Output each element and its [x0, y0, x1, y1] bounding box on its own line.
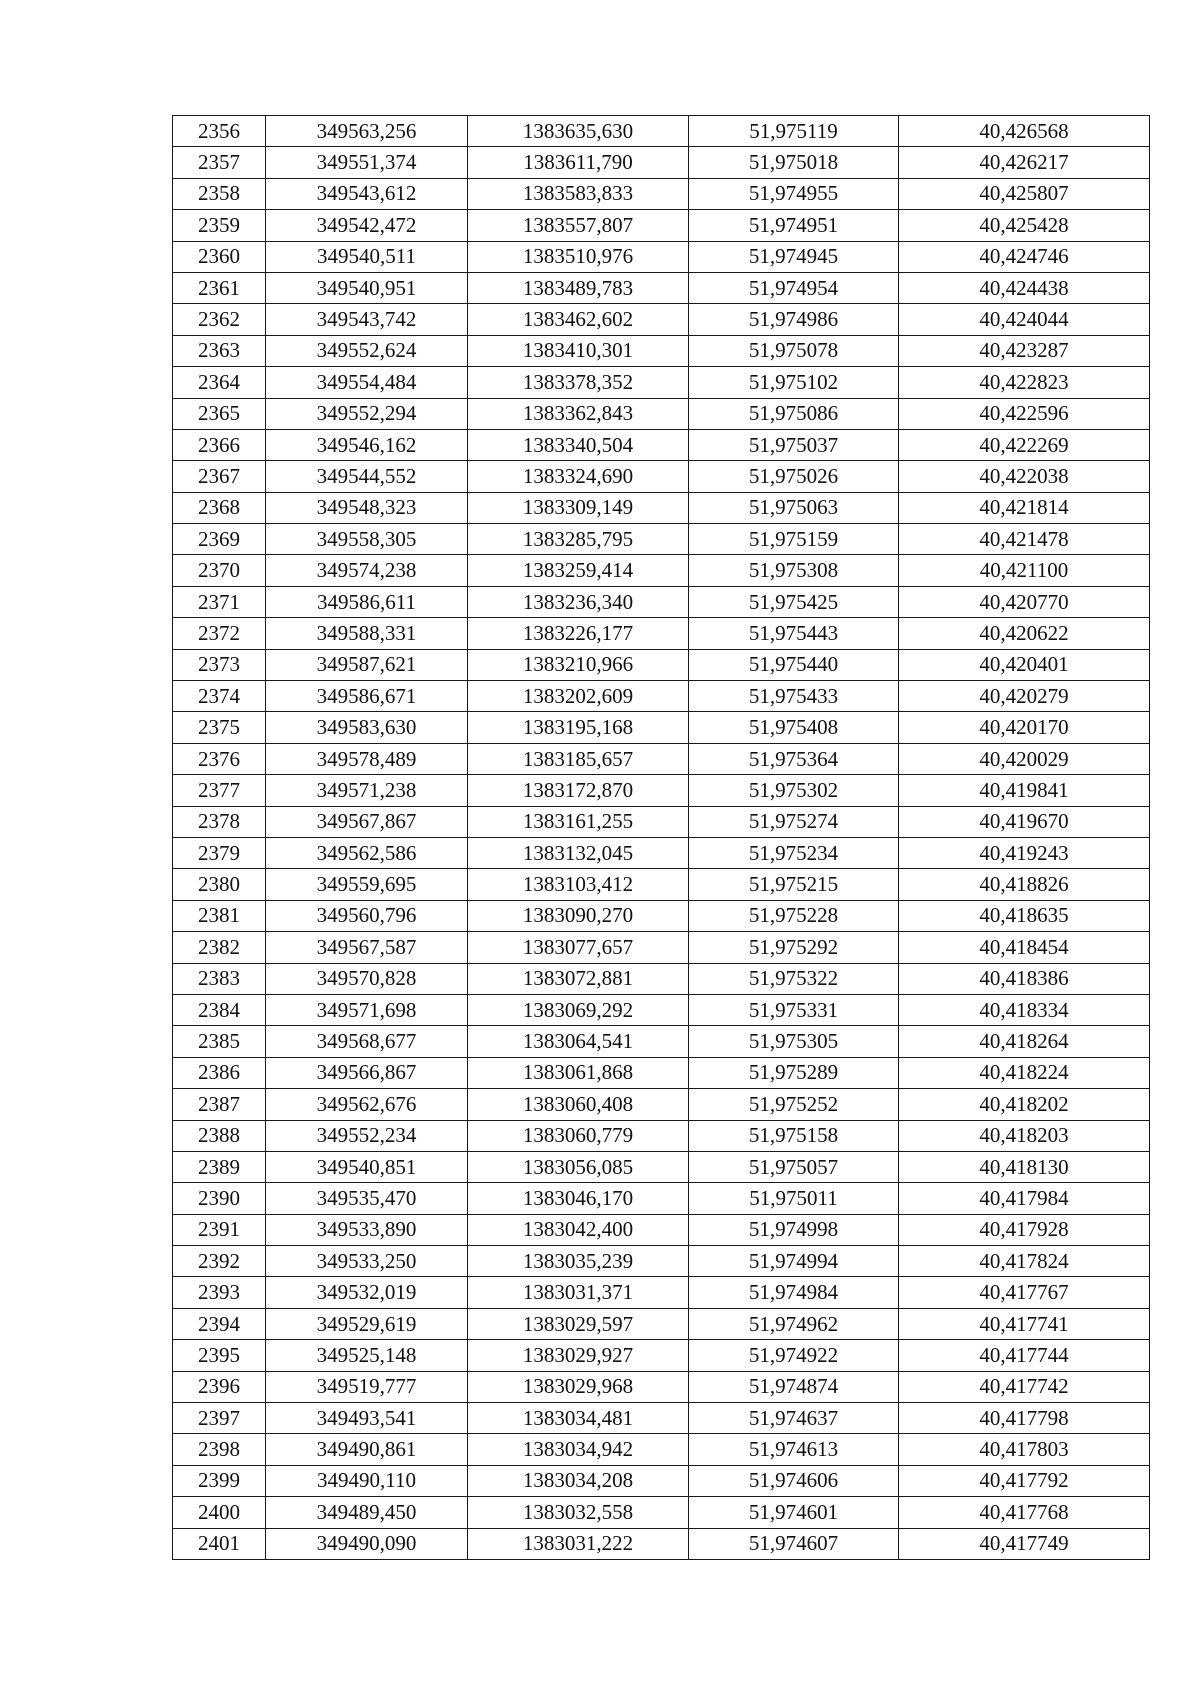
- latitude-cell: 51,975102: [689, 367, 899, 398]
- point-number-cell: 2395: [173, 1340, 266, 1371]
- y-coordinate-cell: 1383161,255: [468, 806, 689, 837]
- x-coordinate-cell: 349542,472: [266, 210, 468, 241]
- table-row: [173, 837, 1150, 868]
- longitude-cell: 40,417928: [899, 1214, 1150, 1245]
- table-row: [173, 1465, 1150, 1496]
- x-coordinate-cell: 349562,676: [266, 1089, 468, 1120]
- point-number-cell: 2376: [173, 743, 266, 774]
- point-number-cell: 2394: [173, 1308, 266, 1339]
- longitude-cell: 40,417742: [899, 1371, 1150, 1402]
- latitude-cell: 51,975274: [689, 806, 899, 837]
- table-row: [173, 1057, 1150, 1088]
- point-number-cell: 2401: [173, 1528, 266, 1559]
- table-row: [173, 1497, 1150, 1528]
- point-number-cell: 2368: [173, 492, 266, 523]
- longitude-cell: 40,417792: [899, 1465, 1150, 1496]
- latitude-cell: 51,975443: [689, 618, 899, 649]
- x-coordinate-cell: 349563,256: [266, 116, 468, 147]
- x-coordinate-cell: 349525,148: [266, 1340, 468, 1371]
- y-coordinate-cell: 1383202,609: [468, 681, 689, 712]
- latitude-cell: 51,975158: [689, 1120, 899, 1151]
- x-coordinate-cell: 349546,162: [266, 429, 468, 460]
- x-coordinate-cell: 349588,331: [266, 618, 468, 649]
- point-number-cell: 2369: [173, 524, 266, 555]
- x-coordinate-cell: 349587,621: [266, 649, 468, 680]
- latitude-cell: 51,975305: [689, 1026, 899, 1057]
- longitude-cell: 40,420029: [899, 743, 1150, 774]
- latitude-cell: 51,975119: [689, 116, 899, 147]
- y-coordinate-cell: 1383462,602: [468, 304, 689, 335]
- point-number-cell: 2367: [173, 461, 266, 492]
- table-row: [173, 1120, 1150, 1151]
- point-number-cell: 2362: [173, 304, 266, 335]
- latitude-cell: 51,975433: [689, 681, 899, 712]
- x-coordinate-cell: 349533,890: [266, 1214, 468, 1245]
- longitude-cell: 40,417984: [899, 1183, 1150, 1214]
- point-number-cell: 2384: [173, 994, 266, 1025]
- x-coordinate-cell: 349548,323: [266, 492, 468, 523]
- point-number-cell: 2400: [173, 1497, 266, 1528]
- point-number-cell: 2363: [173, 335, 266, 366]
- x-coordinate-cell: 349566,867: [266, 1057, 468, 1088]
- y-coordinate-cell: 1383210,966: [468, 649, 689, 680]
- y-coordinate-cell: 1383056,085: [468, 1151, 689, 1182]
- longitude-cell: 40,417741: [899, 1308, 1150, 1339]
- point-number-cell: 2382: [173, 932, 266, 963]
- latitude-cell: 51,975322: [689, 963, 899, 994]
- latitude-cell: 51,974922: [689, 1340, 899, 1371]
- longitude-cell: 40,419243: [899, 837, 1150, 868]
- point-number-cell: 2399: [173, 1465, 266, 1496]
- y-coordinate-cell: 1383635,630: [468, 116, 689, 147]
- table-row: [173, 461, 1150, 492]
- x-coordinate-cell: 349586,671: [266, 681, 468, 712]
- x-coordinate-cell: 349578,489: [266, 743, 468, 774]
- longitude-cell: 40,417798: [899, 1403, 1150, 1434]
- latitude-cell: 51,974954: [689, 272, 899, 303]
- table-row: [173, 1340, 1150, 1371]
- table-row: [173, 1371, 1150, 1402]
- x-coordinate-cell: 349558,305: [266, 524, 468, 555]
- table-row: [173, 1089, 1150, 1120]
- x-coordinate-cell: 349519,777: [266, 1371, 468, 1402]
- latitude-cell: 51,975037: [689, 429, 899, 460]
- point-number-cell: 2383: [173, 963, 266, 994]
- point-number-cell: 2373: [173, 649, 266, 680]
- longitude-cell: 40,424044: [899, 304, 1150, 335]
- table-row: [173, 304, 1150, 335]
- point-number-cell: 2388: [173, 1120, 266, 1151]
- x-coordinate-cell: 349567,587: [266, 932, 468, 963]
- y-coordinate-cell: 1383489,783: [468, 272, 689, 303]
- x-coordinate-cell: 349489,450: [266, 1497, 468, 1528]
- latitude-cell: 51,975308: [689, 555, 899, 586]
- point-number-cell: 2391: [173, 1214, 266, 1245]
- x-coordinate-cell: 349533,250: [266, 1246, 468, 1277]
- x-coordinate-cell: 349552,234: [266, 1120, 468, 1151]
- latitude-cell: 51,975302: [689, 775, 899, 806]
- table-row: [173, 1183, 1150, 1214]
- x-coordinate-cell: 349529,619: [266, 1308, 468, 1339]
- x-coordinate-cell: 349493,541: [266, 1403, 468, 1434]
- y-coordinate-cell: 1383090,270: [468, 900, 689, 931]
- y-coordinate-cell: 1383378,352: [468, 367, 689, 398]
- y-coordinate-cell: 1383029,597: [468, 1308, 689, 1339]
- table-row: [173, 712, 1150, 743]
- x-coordinate-cell: 349562,586: [266, 837, 468, 868]
- x-coordinate-cell: 349532,019: [266, 1277, 468, 1308]
- y-coordinate-cell: 1383035,239: [468, 1246, 689, 1277]
- point-number-cell: 2377: [173, 775, 266, 806]
- x-coordinate-cell: 349540,851: [266, 1151, 468, 1182]
- coordinates-table: [172, 115, 1150, 1560]
- y-coordinate-cell: 1383324,690: [468, 461, 689, 492]
- latitude-cell: 51,975292: [689, 932, 899, 963]
- latitude-cell: 51,975440: [689, 649, 899, 680]
- point-number-cell: 2379: [173, 837, 266, 868]
- table-row: [173, 932, 1150, 963]
- table-row: [173, 492, 1150, 523]
- y-coordinate-cell: 1383340,504: [468, 429, 689, 460]
- longitude-cell: 40,417768: [899, 1497, 1150, 1528]
- x-coordinate-cell: 349560,796: [266, 900, 468, 931]
- table-row: [173, 429, 1150, 460]
- table-row: [173, 681, 1150, 712]
- y-coordinate-cell: 1383072,881: [468, 963, 689, 994]
- longitude-cell: 40,425807: [899, 178, 1150, 209]
- longitude-cell: 40,418202: [899, 1089, 1150, 1120]
- longitude-cell: 40,417749: [899, 1528, 1150, 1559]
- latitude-cell: 51,974994: [689, 1246, 899, 1277]
- x-coordinate-cell: 349490,090: [266, 1528, 468, 1559]
- table-row: [173, 398, 1150, 429]
- longitude-cell: 40,418224: [899, 1057, 1150, 1088]
- latitude-cell: 51,975408: [689, 712, 899, 743]
- table-row: [173, 272, 1150, 303]
- x-coordinate-cell: 349583,630: [266, 712, 468, 743]
- point-number-cell: 2393: [173, 1277, 266, 1308]
- x-coordinate-cell: 349535,470: [266, 1183, 468, 1214]
- y-coordinate-cell: 1383410,301: [468, 335, 689, 366]
- x-coordinate-cell: 349543,742: [266, 304, 468, 335]
- longitude-cell: 40,422596: [899, 398, 1150, 429]
- y-coordinate-cell: 1383031,222: [468, 1528, 689, 1559]
- y-coordinate-cell: 1383032,558: [468, 1497, 689, 1528]
- latitude-cell: 51,974951: [689, 210, 899, 241]
- point-number-cell: 2392: [173, 1246, 266, 1277]
- table-row: [173, 555, 1150, 586]
- latitude-cell: 51,975018: [689, 147, 899, 178]
- point-number-cell: 2397: [173, 1403, 266, 1434]
- point-number-cell: 2386: [173, 1057, 266, 1088]
- point-number-cell: 2374: [173, 681, 266, 712]
- point-number-cell: 2387: [173, 1089, 266, 1120]
- latitude-cell: 51,975228: [689, 900, 899, 931]
- table-row: [173, 524, 1150, 555]
- y-coordinate-cell: 1383060,408: [468, 1089, 689, 1120]
- table-row: [173, 116, 1150, 147]
- y-coordinate-cell: 1383132,045: [468, 837, 689, 868]
- longitude-cell: 40,418454: [899, 932, 1150, 963]
- longitude-cell: 40,418635: [899, 900, 1150, 931]
- table-row: [173, 1214, 1150, 1245]
- y-coordinate-cell: 1383064,541: [468, 1026, 689, 1057]
- longitude-cell: 40,420770: [899, 586, 1150, 617]
- y-coordinate-cell: 1383061,868: [468, 1057, 689, 1088]
- y-coordinate-cell: 1383309,149: [468, 492, 689, 523]
- longitude-cell: 40,424746: [899, 241, 1150, 272]
- table-row: [173, 743, 1150, 774]
- x-coordinate-cell: 349490,861: [266, 1434, 468, 1465]
- table-row: [173, 1026, 1150, 1057]
- y-coordinate-cell: 1383077,657: [468, 932, 689, 963]
- latitude-cell: 51,975078: [689, 335, 899, 366]
- longitude-cell: 40,419841: [899, 775, 1150, 806]
- x-coordinate-cell: 349544,552: [266, 461, 468, 492]
- table-row: [173, 1246, 1150, 1277]
- x-coordinate-cell: 349540,951: [266, 272, 468, 303]
- latitude-cell: 51,975289: [689, 1057, 899, 1088]
- y-coordinate-cell: 1383029,968: [468, 1371, 689, 1402]
- x-coordinate-cell: 349570,828: [266, 963, 468, 994]
- latitude-cell: 51,975252: [689, 1089, 899, 1120]
- point-number-cell: 2356: [173, 116, 266, 147]
- latitude-cell: 51,975026: [689, 461, 899, 492]
- x-coordinate-cell: 349574,238: [266, 555, 468, 586]
- point-number-cell: 2398: [173, 1434, 266, 1465]
- table-row: [173, 210, 1150, 241]
- x-coordinate-cell: 349568,677: [266, 1026, 468, 1057]
- table-row: [173, 1308, 1150, 1339]
- table-row: [173, 775, 1150, 806]
- y-coordinate-cell: 1383185,657: [468, 743, 689, 774]
- latitude-cell: 51,974998: [689, 1214, 899, 1245]
- longitude-cell: 40,418264: [899, 1026, 1150, 1057]
- table-row: [173, 963, 1150, 994]
- table-row: [173, 335, 1150, 366]
- latitude-cell: 51,974962: [689, 1308, 899, 1339]
- latitude-cell: 51,975215: [689, 869, 899, 900]
- latitude-cell: 51,974606: [689, 1465, 899, 1496]
- latitude-cell: 51,974984: [689, 1277, 899, 1308]
- longitude-cell: 40,419670: [899, 806, 1150, 837]
- latitude-cell: 51,974986: [689, 304, 899, 335]
- longitude-cell: 40,421100: [899, 555, 1150, 586]
- table-row: [173, 618, 1150, 649]
- longitude-cell: 40,422038: [899, 461, 1150, 492]
- table-row: [173, 178, 1150, 209]
- y-coordinate-cell: 1383557,807: [468, 210, 689, 241]
- longitude-cell: 40,418386: [899, 963, 1150, 994]
- x-coordinate-cell: 349571,698: [266, 994, 468, 1025]
- x-coordinate-cell: 349586,611: [266, 586, 468, 617]
- table-row: [173, 649, 1150, 680]
- longitude-cell: 40,417744: [899, 1340, 1150, 1371]
- longitude-cell: 40,417767: [899, 1277, 1150, 1308]
- table-row: [173, 147, 1150, 178]
- longitude-cell: 40,418334: [899, 994, 1150, 1025]
- longitude-cell: 40,421478: [899, 524, 1150, 555]
- y-coordinate-cell: 1383259,414: [468, 555, 689, 586]
- latitude-cell: 51,974607: [689, 1528, 899, 1559]
- latitude-cell: 51,975086: [689, 398, 899, 429]
- longitude-cell: 40,418130: [899, 1151, 1150, 1182]
- table-row: [173, 1403, 1150, 1434]
- point-number-cell: 2365: [173, 398, 266, 429]
- point-number-cell: 2358: [173, 178, 266, 209]
- latitude-cell: 51,975057: [689, 1151, 899, 1182]
- point-number-cell: 2370: [173, 555, 266, 586]
- y-coordinate-cell: 1383226,177: [468, 618, 689, 649]
- longitude-cell: 40,424438: [899, 272, 1150, 303]
- table-row: [173, 1528, 1150, 1559]
- x-coordinate-cell: 349490,110: [266, 1465, 468, 1496]
- longitude-cell: 40,422269: [899, 429, 1150, 460]
- table-row: [173, 900, 1150, 931]
- y-coordinate-cell: 1383034,481: [468, 1403, 689, 1434]
- point-number-cell: 2390: [173, 1183, 266, 1214]
- y-coordinate-cell: 1383510,976: [468, 241, 689, 272]
- longitude-cell: 40,423287: [899, 335, 1150, 366]
- x-coordinate-cell: 349552,624: [266, 335, 468, 366]
- point-number-cell: 2361: [173, 272, 266, 303]
- longitude-cell: 40,418826: [899, 869, 1150, 900]
- table-row: [173, 1151, 1150, 1182]
- longitude-cell: 40,420622: [899, 618, 1150, 649]
- y-coordinate-cell: 1383583,833: [468, 178, 689, 209]
- point-number-cell: 2372: [173, 618, 266, 649]
- y-coordinate-cell: 1383236,340: [468, 586, 689, 617]
- table-row: [173, 1277, 1150, 1308]
- table-row: [173, 869, 1150, 900]
- x-coordinate-cell: 349567,867: [266, 806, 468, 837]
- table-row: [173, 367, 1150, 398]
- point-number-cell: 2381: [173, 900, 266, 931]
- table-row: [173, 586, 1150, 617]
- x-coordinate-cell: 349571,238: [266, 775, 468, 806]
- y-coordinate-cell: 1383362,843: [468, 398, 689, 429]
- longitude-cell: 40,426568: [899, 116, 1150, 147]
- x-coordinate-cell: 349551,374: [266, 147, 468, 178]
- latitude-cell: 51,974945: [689, 241, 899, 272]
- point-number-cell: 2357: [173, 147, 266, 178]
- x-coordinate-cell: 349540,511: [266, 241, 468, 272]
- point-number-cell: 2396: [173, 1371, 266, 1402]
- point-number-cell: 2378: [173, 806, 266, 837]
- longitude-cell: 40,426217: [899, 147, 1150, 178]
- y-coordinate-cell: 1383060,779: [468, 1120, 689, 1151]
- point-number-cell: 2385: [173, 1026, 266, 1057]
- latitude-cell: 51,974955: [689, 178, 899, 209]
- y-coordinate-cell: 1383042,400: [468, 1214, 689, 1245]
- longitude-cell: 40,420170: [899, 712, 1150, 743]
- y-coordinate-cell: 1383069,292: [468, 994, 689, 1025]
- coordinates-table-body: [173, 116, 1150, 1560]
- y-coordinate-cell: 1383195,168: [468, 712, 689, 743]
- table-row: [173, 806, 1150, 837]
- latitude-cell: 51,975063: [689, 492, 899, 523]
- x-coordinate-cell: 349554,484: [266, 367, 468, 398]
- latitude-cell: 51,974613: [689, 1434, 899, 1465]
- y-coordinate-cell: 1383103,412: [468, 869, 689, 900]
- y-coordinate-cell: 1383031,371: [468, 1277, 689, 1308]
- x-coordinate-cell: 349552,294: [266, 398, 468, 429]
- point-number-cell: 2375: [173, 712, 266, 743]
- x-coordinate-cell: 349559,695: [266, 869, 468, 900]
- longitude-cell: 40,418203: [899, 1120, 1150, 1151]
- y-coordinate-cell: 1383285,795: [468, 524, 689, 555]
- latitude-cell: 51,975234: [689, 837, 899, 868]
- y-coordinate-cell: 1383034,942: [468, 1434, 689, 1465]
- latitude-cell: 51,975011: [689, 1183, 899, 1214]
- longitude-cell: 40,420401: [899, 649, 1150, 680]
- latitude-cell: 51,974874: [689, 1371, 899, 1402]
- x-coordinate-cell: 349543,612: [266, 178, 468, 209]
- latitude-cell: 51,974601: [689, 1497, 899, 1528]
- latitude-cell: 51,975331: [689, 994, 899, 1025]
- point-number-cell: 2389: [173, 1151, 266, 1182]
- y-coordinate-cell: 1383172,870: [468, 775, 689, 806]
- longitude-cell: 40,422823: [899, 367, 1150, 398]
- y-coordinate-cell: 1383611,790: [468, 147, 689, 178]
- point-number-cell: 2380: [173, 869, 266, 900]
- point-number-cell: 2366: [173, 429, 266, 460]
- latitude-cell: 51,975425: [689, 586, 899, 617]
- point-number-cell: 2359: [173, 210, 266, 241]
- longitude-cell: 40,420279: [899, 681, 1150, 712]
- longitude-cell: 40,421814: [899, 492, 1150, 523]
- y-coordinate-cell: 1383046,170: [468, 1183, 689, 1214]
- latitude-cell: 51,974637: [689, 1403, 899, 1434]
- longitude-cell: 40,417803: [899, 1434, 1150, 1465]
- y-coordinate-cell: 1383029,927: [468, 1340, 689, 1371]
- latitude-cell: 51,975159: [689, 524, 899, 555]
- point-number-cell: 2364: [173, 367, 266, 398]
- table-row: [173, 241, 1150, 272]
- longitude-cell: 40,425428: [899, 210, 1150, 241]
- latitude-cell: 51,975364: [689, 743, 899, 774]
- y-coordinate-cell: 1383034,208: [468, 1465, 689, 1496]
- point-number-cell: 2371: [173, 586, 266, 617]
- point-number-cell: 2360: [173, 241, 266, 272]
- longitude-cell: 40,417824: [899, 1246, 1150, 1277]
- table-row: [173, 994, 1150, 1025]
- table-row: [173, 1434, 1150, 1465]
